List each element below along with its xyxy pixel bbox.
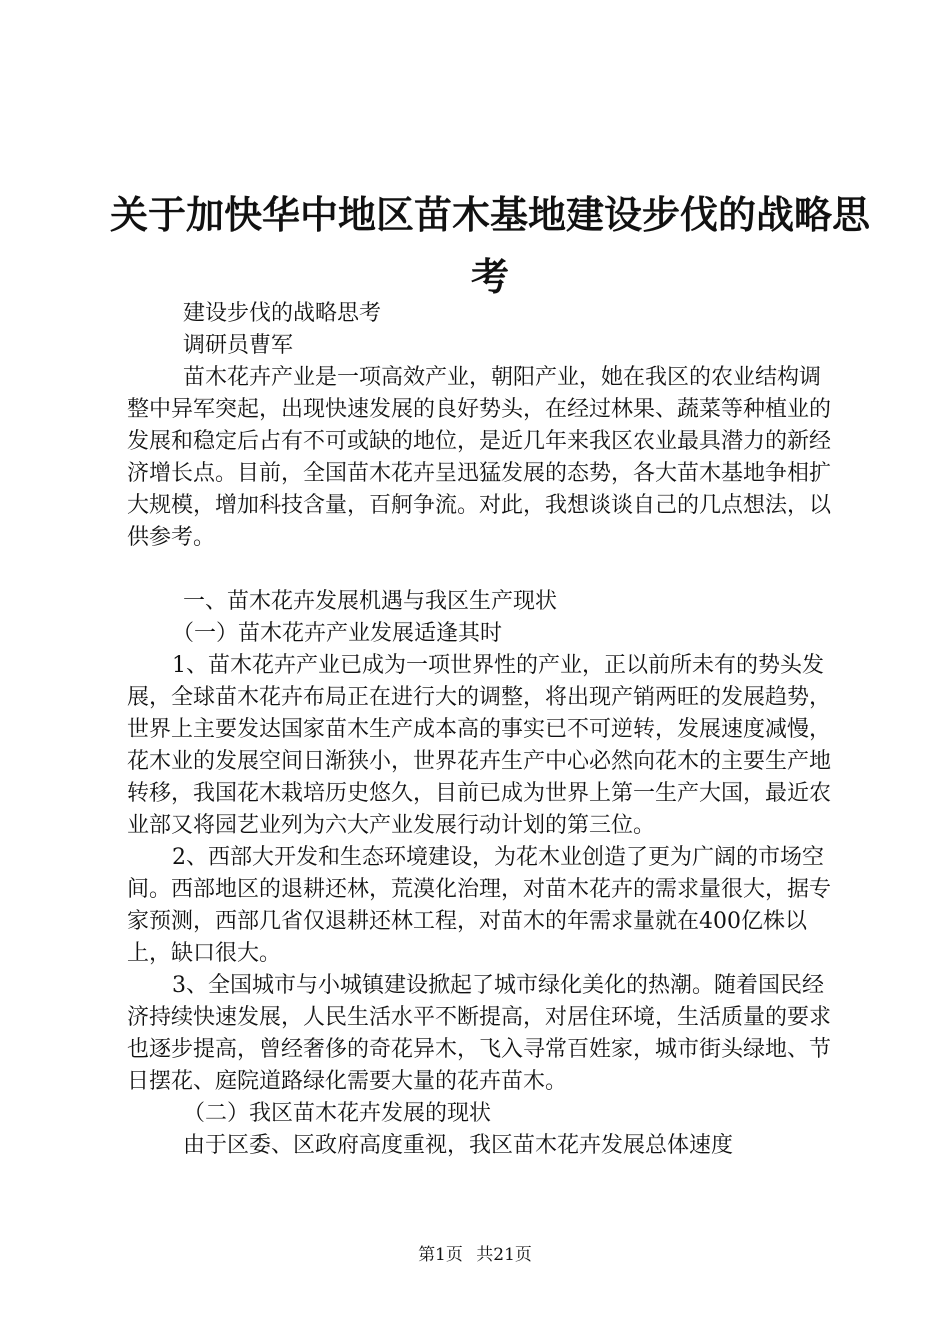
subsection-heading-2: （二）我区苗木花卉发展的现状 xyxy=(183,1101,492,1126)
body-paragraph-4: 由于区委、区政府高度重视，我区苗木花卉发展总体速度 xyxy=(183,1133,734,1158)
page-number: 第1页 xyxy=(418,1245,463,1265)
page-footer xyxy=(0,1243,950,1267)
document-body xyxy=(127,298,835,1162)
body-paragraph-1: 1、苗木花卉产业已成为一项世界性的产业，正以前所未有的势头发展，全球苗木花卉布局正在进行大的调整，将出现产销两旺的发展趋势，世界上主要发达国家苗木生产成本高的事实已不可逆转，发展速度减慢，花木业的发展空间日渐狭小，世界花卉生产中心必然向花木的主要生产地转移，我国花木栽培历史悠久，目前已成为世界上第一生产大国，最近农业部又将园艺业列为六大产业发展行动计划的第三位。 xyxy=(127,653,832,838)
intro-paragraph: 苗木花卉产业是一项高效产业，朝阳产业，她在我区的农业结构调整中异军突起，出现快速发展的良好势头，在经过林果、蔬菜等种植业的发展和稳定后占有不可或缺的地位，是近几年来我区农业最具潜力的新经济增长点。目前，全国苗木花卉呈迅猛发展的态势，各大苗木基地争相扩大规模，增加科技含量，百舸争流。对此，我想谈谈自己的几点想法，以供参考。 xyxy=(127,365,832,550)
author-paragraph: 调研员曹军 xyxy=(183,333,294,358)
total-pages: 共21页 xyxy=(476,1245,532,1265)
body-paragraph-2: 2、西部大开发和生态环境建设，为花木业创造了更为广阔的市场空间。西部地区的退耕还林，荒漠化治理，对苗木花卉的需求量很大，据专家预测，西部几省仅退耕还林工程，对苗木的年需求量就在400亿株以上，缺口很大。 xyxy=(127,845,832,966)
subsection-heading-1: （一）苗木花卉产业发展适逢其时 xyxy=(172,621,503,646)
subtitle-paragraph: 建设步伐的战略思考 xyxy=(183,301,382,326)
section-heading-1: 一、苗木花卉发展机遇与我区生产现状 xyxy=(183,589,558,614)
document-title: 关于加快华中地区苗木基地建设步伐的战略思考 xyxy=(110,192,871,299)
blank-line xyxy=(127,554,835,586)
body-paragraph-3: 3、全国城市与小城镇建设掀起了城市绿化美化的热潮。随着国民经济持续快速发展，人民生活水平不断提高，对居住环境，生活质量的要求也逐步提高，曾经奢侈的奇花异木，飞入寻常百姓家，城市街头绿地、节日摆花、庭院道路绿化需要大量的花卉苗木。 xyxy=(127,973,832,1094)
